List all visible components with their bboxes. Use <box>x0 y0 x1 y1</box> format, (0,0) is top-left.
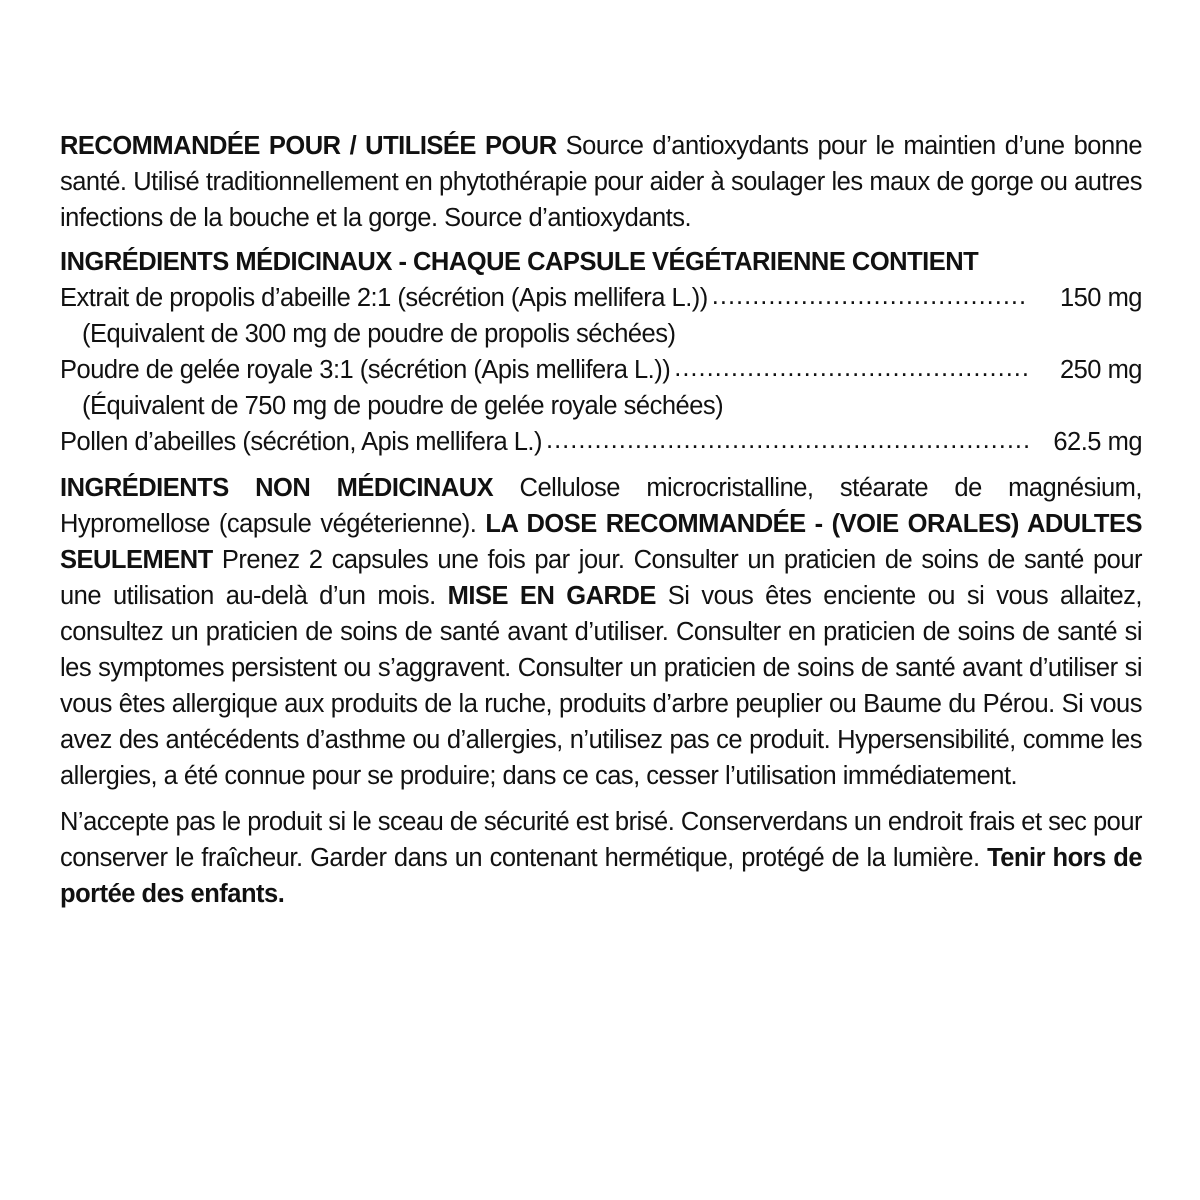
ingredient-note-propolis: (Equivalent de 300 mg de poudre de propolis séchées) <box>82 320 676 348</box>
ingredient-row-pollen <box>60 424 1142 460</box>
recommended-use-paragraph <box>60 128 1142 236</box>
recommended-use-text: Source d’antioxydants pour le maintien d’une bonne santé. Utilisé traditionnellement en phytothérapie pour aider à soulager les maux de gorge ou autres infections de la bouche et la gorge. Source d’antioxydants. <box>60 132 1143 232</box>
ingredient-amount-propolis: 150 mg <box>1059 284 1142 312</box>
ingredient-amount-royal-jelly: 250 mg <box>1059 356 1142 384</box>
keep-away-from-children: Tenir hors de portée des enfants. <box>60 844 1143 908</box>
dot-leader <box>546 422 1028 458</box>
non-medicinal-paragraph <box>60 470 1142 794</box>
product-label <box>60 128 1142 912</box>
ingredient-amount-pollen: 62.5 mg <box>1053 428 1142 456</box>
ingredient-row-propolis <box>60 280 1142 316</box>
non-medicinal-text: Cellulose microcristalline, stéarate de magnésium, Hypromellose (capsule végéterienne). <box>60 474 1143 538</box>
ingredient-name-pollen: Pollen d’abeilles (sécrétion, Apis mellifera L.) <box>60 428 542 456</box>
medicinal-ingredients-section <box>60 244 1142 460</box>
dot-leader <box>674 350 1028 386</box>
ingredient-note-royal-jelly: (Équivalent de 750 mg de poudre de gelée royale séchées) <box>82 392 724 420</box>
medicinal-ingredients-heading: INGRÉDIENTS MÉDICINAUX - CHAQUE CAPSULE VÉGÉTARIENNE CONTIENT <box>60 248 979 276</box>
recommended-use-heading: RECOMMANDÉE POUR / UTILISÉE POUR <box>60 132 557 160</box>
ingredient-name-royal-jelly: Poudre de gelée royale 3:1 (sécrétion (Apis mellifera L.)) <box>60 356 671 384</box>
dose-text: Prenez 2 capsules une fois par jour. Consulter un praticien de soins de santé pour une utilisation au-delà d’un mois. <box>60 546 1142 610</box>
warning-text: Si vous êtes enciente ou si vous allaitez, consultez un praticien de soins de santé avant d’utiliser. Consulter en praticien de soins de santé si les symptomes persistent ou s’aggravent. Consulter un praticien de soins de santé avant d’utiliser si vous êtes allergique aux produits de la ruche, produits d’arbre peuplier ou Baume du Pérou. Si vous avez des antécédents d’asthme ou d’allergies, n’utilisez pas ce produit. Hypersensibilité, comme les allergies, a été connue pour se produire; dans ce cas, cesser l’utilisation immédiatement. <box>60 582 1142 790</box>
ingredient-name-propolis: Extrait de propolis d’abeille 2:1 (sécrétion (Apis mellifera L.)) <box>60 284 708 312</box>
storage-text: N’accepte pas le produit si le sceau de sécurité est brisé. Conserverdans un endroit frais et sec pour conserver le fraîcheur. Garder dans un contenant hermétique, protégé de la lumière. <box>60 808 1142 872</box>
ingredient-row-royal-jelly <box>60 352 1142 388</box>
warning-heading: MISE EN GARDE <box>447 582 656 610</box>
dot-leader <box>712 278 1028 314</box>
dose-heading: LA DOSE RECOMMANDÉE - (VOIE ORALES) ADULTES SEULEMENT <box>60 510 1142 574</box>
non-medicinal-heading: INGRÉDIENTS NON MÉDICINAUX <box>60 474 494 502</box>
storage-paragraph <box>60 804 1142 912</box>
